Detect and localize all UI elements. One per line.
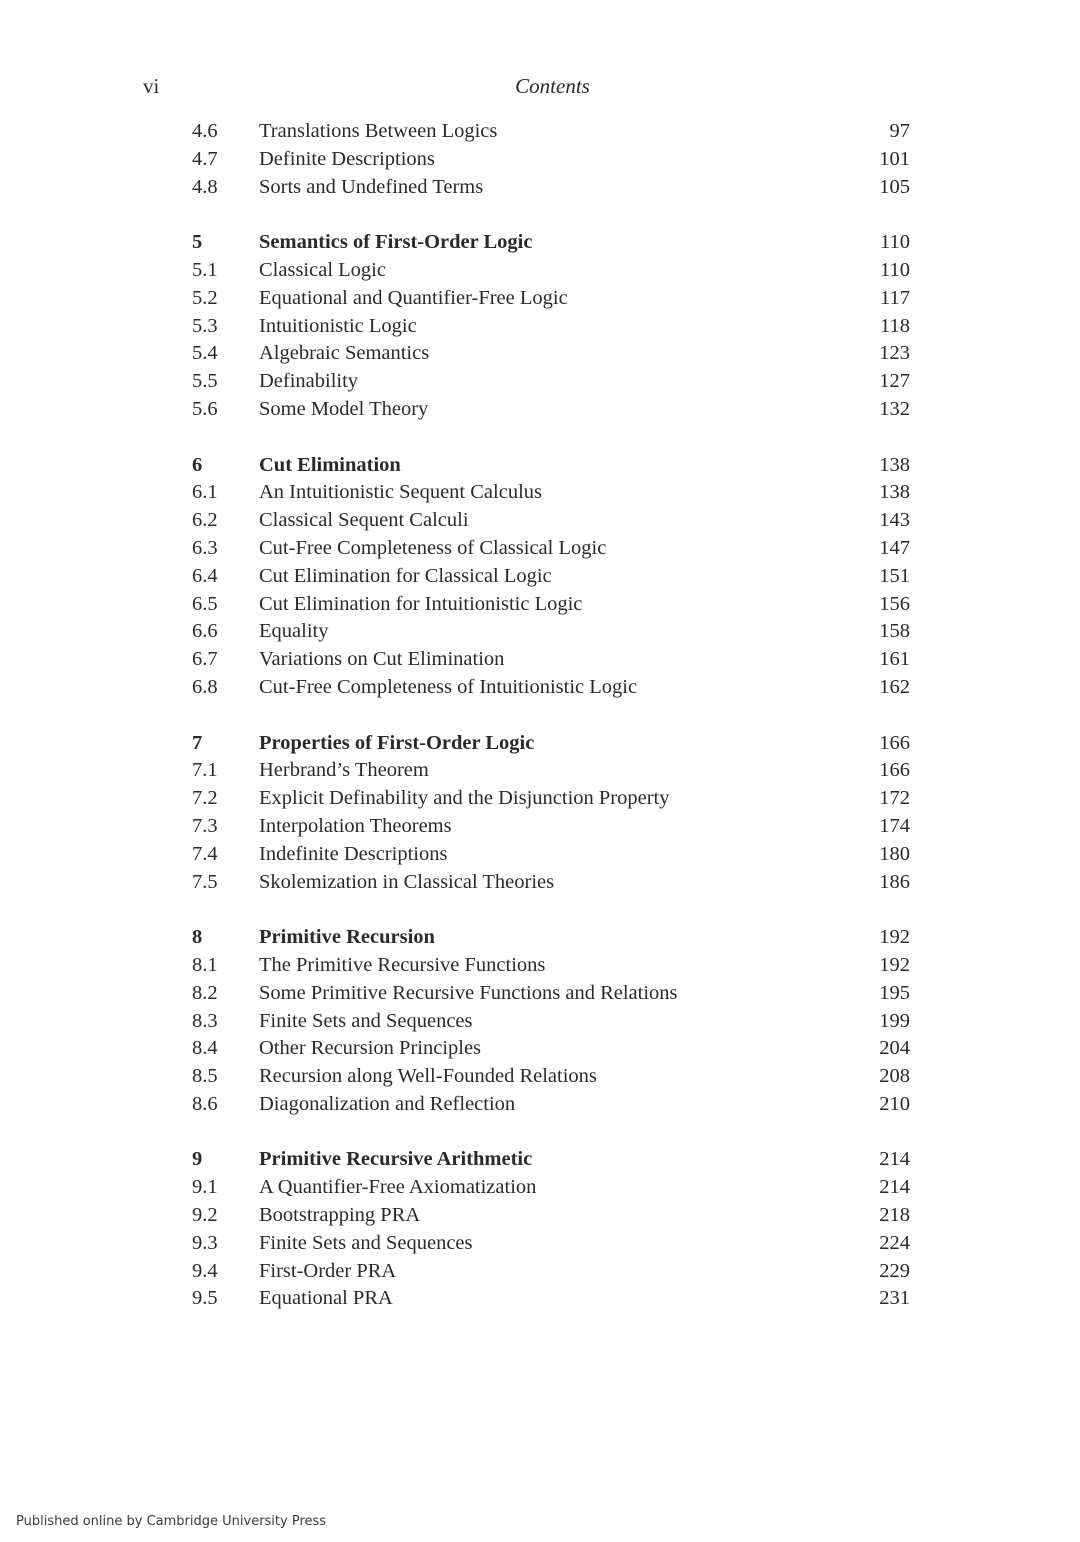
page-ref: 214 — [879, 1148, 910, 1171]
chapter-title: Properties of First-Order Logic — [259, 731, 535, 754]
page-ref: 186 — [879, 870, 910, 893]
section-number: 5.6 — [192, 397, 218, 420]
page-ref: 192 — [879, 953, 910, 976]
toc-entry[interactable] — [0, 1202, 1080, 1230]
page-ref: 138 — [879, 453, 910, 476]
toc-entry[interactable] — [0, 507, 1080, 535]
section-number: 4.7 — [192, 147, 218, 170]
page-ref: 162 — [879, 675, 910, 698]
toc-entry[interactable] — [0, 479, 1080, 507]
page-ref: 105 — [879, 175, 910, 198]
section-number: 6.2 — [192, 509, 218, 532]
page-ref: 147 — [879, 536, 910, 559]
toc-entry[interactable] — [0, 146, 1080, 174]
toc-entry[interactable] — [0, 118, 1080, 146]
section-number: 6.1 — [192, 481, 218, 504]
toc-entry[interactable] — [0, 980, 1080, 1008]
section-number: 8.4 — [192, 1037, 218, 1060]
toc-group — [0, 924, 1080, 1119]
page-ref: 110 — [880, 258, 910, 281]
chapter-title: Cut Elimination — [259, 453, 401, 476]
section-number: 7.1 — [192, 759, 218, 782]
section-number: 7.4 — [192, 842, 218, 865]
section-title: First-Order PRA — [259, 1259, 397, 1282]
section-title: Bootstrapping PRA — [259, 1204, 421, 1227]
page-ref: 151 — [879, 564, 910, 587]
chapter-number: 9 — [192, 1148, 203, 1171]
section-title: Translations Between Logics — [259, 120, 498, 142]
section-title: Equality — [259, 620, 329, 643]
page-ref: 97 — [889, 120, 910, 142]
page-ref: 174 — [879, 814, 910, 837]
section-number: 8.3 — [192, 1009, 218, 1032]
section-number: 6.3 — [192, 536, 218, 559]
toc-entry[interactable] — [0, 1258, 1080, 1286]
toc-entry[interactable] — [0, 1230, 1080, 1258]
page-ref: 156 — [879, 592, 910, 615]
running-head: Contents — [515, 74, 590, 98]
toc-entry[interactable] — [0, 674, 1080, 702]
chapter-number: 6 — [192, 453, 203, 476]
section-title: Other Recursion Principles — [259, 1037, 482, 1060]
section-title: Cut Elimination for Intuitionistic Logic — [259, 592, 583, 615]
page-ref: 180 — [879, 842, 910, 865]
section-title: Diagonalization and Reflection — [259, 1092, 516, 1115]
page-ref: 132 — [879, 397, 910, 420]
publisher-footer: Published online by Cambridge University Press — [16, 1514, 327, 1529]
section-number: 5.5 — [192, 370, 218, 393]
chapter-entry[interactable] — [0, 1146, 1080, 1174]
section-title: A Quantifier-Free Axiomatization — [259, 1176, 537, 1199]
page-ref: 127 — [879, 370, 910, 393]
section-number: 8.6 — [192, 1092, 218, 1115]
chapter-entry[interactable] — [0, 452, 1080, 480]
toc-group — [0, 1146, 1080, 1313]
toc-entry[interactable] — [0, 591, 1080, 619]
section-title: Indefinite Descriptions — [259, 842, 448, 865]
section-number: 6.4 — [192, 564, 218, 587]
section-number: 9.4 — [192, 1259, 218, 1282]
section-number: 5.1 — [192, 258, 218, 281]
chapter-entry[interactable] — [0, 924, 1080, 952]
toc-entry[interactable] — [0, 396, 1080, 424]
page-ref: 199 — [879, 1009, 910, 1032]
section-number: 5.4 — [192, 342, 218, 365]
toc-entry[interactable] — [0, 618, 1080, 646]
section-number: 4.6 — [192, 120, 218, 142]
page-ref: 224 — [879, 1231, 910, 1254]
page-number: vi — [143, 74, 160, 98]
toc-entry[interactable] — [0, 535, 1080, 563]
section-number: 6.8 — [192, 675, 218, 698]
section-number: 6.7 — [192, 648, 218, 671]
toc-entry[interactable] — [0, 646, 1080, 674]
page-ref: 172 — [879, 787, 910, 810]
section-number: 6.6 — [192, 620, 218, 643]
toc-entry[interactable] — [0, 813, 1080, 841]
toc-entry[interactable] — [0, 368, 1080, 396]
section-title: Cut-Free Completeness of Classical Logic — [259, 536, 607, 559]
page-ref: 101 — [879, 147, 910, 170]
section-title: Interpolation Theorems — [259, 814, 452, 837]
toc-entry[interactable] — [0, 1091, 1080, 1119]
section-number: 8.2 — [192, 981, 218, 1004]
toc-entry[interactable] — [0, 340, 1080, 368]
page-ref: 117 — [880, 286, 910, 309]
page-ref: 138 — [879, 481, 910, 504]
page-ref: 195 — [879, 981, 910, 1004]
toc-entry[interactable] — [0, 257, 1080, 285]
section-title: Recursion along Well-Founded Relations — [259, 1065, 597, 1088]
section-title: Classical Sequent Calculi — [259, 509, 469, 532]
section-title: Equational and Quantifier-Free Logic — [259, 286, 568, 309]
chapter-number: 5 — [192, 231, 203, 254]
page-ref: 118 — [880, 314, 910, 337]
section-number: 7.2 — [192, 787, 218, 810]
page-ref: 110 — [880, 231, 910, 254]
section-title: Variations on Cut Elimination — [259, 648, 505, 671]
chapter-title: Primitive Recursion — [259, 926, 435, 949]
page-ref: 218 — [879, 1204, 910, 1227]
section-title: Some Primitive Recursive Functions and Relations — [259, 981, 678, 1004]
section-number: 5.2 — [192, 286, 218, 309]
page-ref: 210 — [879, 1092, 910, 1115]
chapter-entry[interactable] — [0, 229, 1080, 257]
page-ref: 208 — [879, 1065, 910, 1088]
section-number: 9.2 — [192, 1204, 218, 1227]
toc-entry[interactable] — [0, 952, 1080, 980]
section-title: Cut Elimination for Classical Logic — [259, 564, 552, 587]
toc-entry[interactable] — [0, 869, 1080, 897]
toc-entry[interactable] — [0, 313, 1080, 341]
section-title: Sorts and Undefined Terms — [259, 175, 484, 198]
page-ref: 166 — [879, 731, 910, 754]
toc-entry[interactable] — [0, 1063, 1080, 1091]
section-number: 8.5 — [192, 1065, 218, 1088]
section-number: 6.5 — [192, 592, 218, 615]
page-ref: 204 — [879, 1037, 910, 1060]
page-ref: 166 — [879, 759, 910, 782]
section-title: Definability — [259, 370, 359, 393]
page-ref: 123 — [879, 342, 910, 365]
table-of-contents — [0, 118, 1080, 1341]
section-title: Cut-Free Completeness of Intuitionistic Logic — [259, 675, 638, 698]
toc-entry[interactable] — [0, 1035, 1080, 1063]
chapter-entry[interactable] — [0, 730, 1080, 758]
section-number: 9.3 — [192, 1231, 218, 1254]
toc-entry[interactable] — [0, 757, 1080, 785]
section-title: Intuitionistic Logic — [259, 314, 417, 337]
section-title: Herbrand’s Theorem — [259, 759, 429, 782]
chapter-title: Primitive Recursive Arithmetic — [259, 1148, 533, 1171]
section-title: Finite Sets and Sequences — [259, 1009, 473, 1032]
section-title: Equational PRA — [259, 1287, 393, 1310]
page-ref: 158 — [879, 620, 910, 643]
page-ref: 231 — [879, 1287, 910, 1310]
page-ref: 214 — [879, 1176, 910, 1199]
section-number: 4.8 — [192, 175, 218, 198]
toc-entry[interactable] — [0, 174, 1080, 202]
chapter-number: 8 — [192, 926, 203, 949]
section-title: An Intuitionistic Sequent Calculus — [259, 481, 542, 504]
section-number: 9.1 — [192, 1176, 218, 1199]
section-title: Algebraic Semantics — [259, 342, 430, 365]
page-ref: 229 — [879, 1259, 910, 1282]
section-number: 5.3 — [192, 314, 218, 337]
section-title: Some Model Theory — [259, 397, 429, 420]
page-ref: 161 — [879, 648, 910, 671]
section-title: Skolemization in Classical Theories — [259, 870, 555, 893]
toc-entry[interactable] — [0, 285, 1080, 313]
page-ref: 192 — [879, 926, 910, 949]
section-number: 9.5 — [192, 1287, 218, 1310]
section-title: The Primitive Recursive Functions — [259, 953, 546, 976]
toc-entry[interactable] — [0, 563, 1080, 591]
section-number: 8.1 — [192, 953, 218, 976]
toc-group — [0, 118, 1080, 201]
toc-entry[interactable] — [0, 1008, 1080, 1036]
section-title: Finite Sets and Sequences — [259, 1231, 473, 1254]
toc-entry[interactable] — [0, 841, 1080, 869]
toc-group — [0, 229, 1080, 424]
toc-group — [0, 730, 1080, 897]
section-title: Explicit Definability and the Disjunction Property — [259, 787, 670, 810]
toc-group — [0, 452, 1080, 702]
toc-entry[interactable] — [0, 1285, 1080, 1313]
toc-entry[interactable] — [0, 1174, 1080, 1202]
section-number: 7.3 — [192, 814, 218, 837]
page-ref: 143 — [879, 509, 910, 532]
section-number: 7.5 — [192, 870, 218, 893]
chapter-title: Semantics of First-Order Logic — [259, 231, 533, 254]
section-title: Classical Logic — [259, 258, 386, 281]
chapter-number: 7 — [192, 731, 203, 754]
toc-entry[interactable] — [0, 785, 1080, 813]
section-title: Definite Descriptions — [259, 147, 435, 170]
